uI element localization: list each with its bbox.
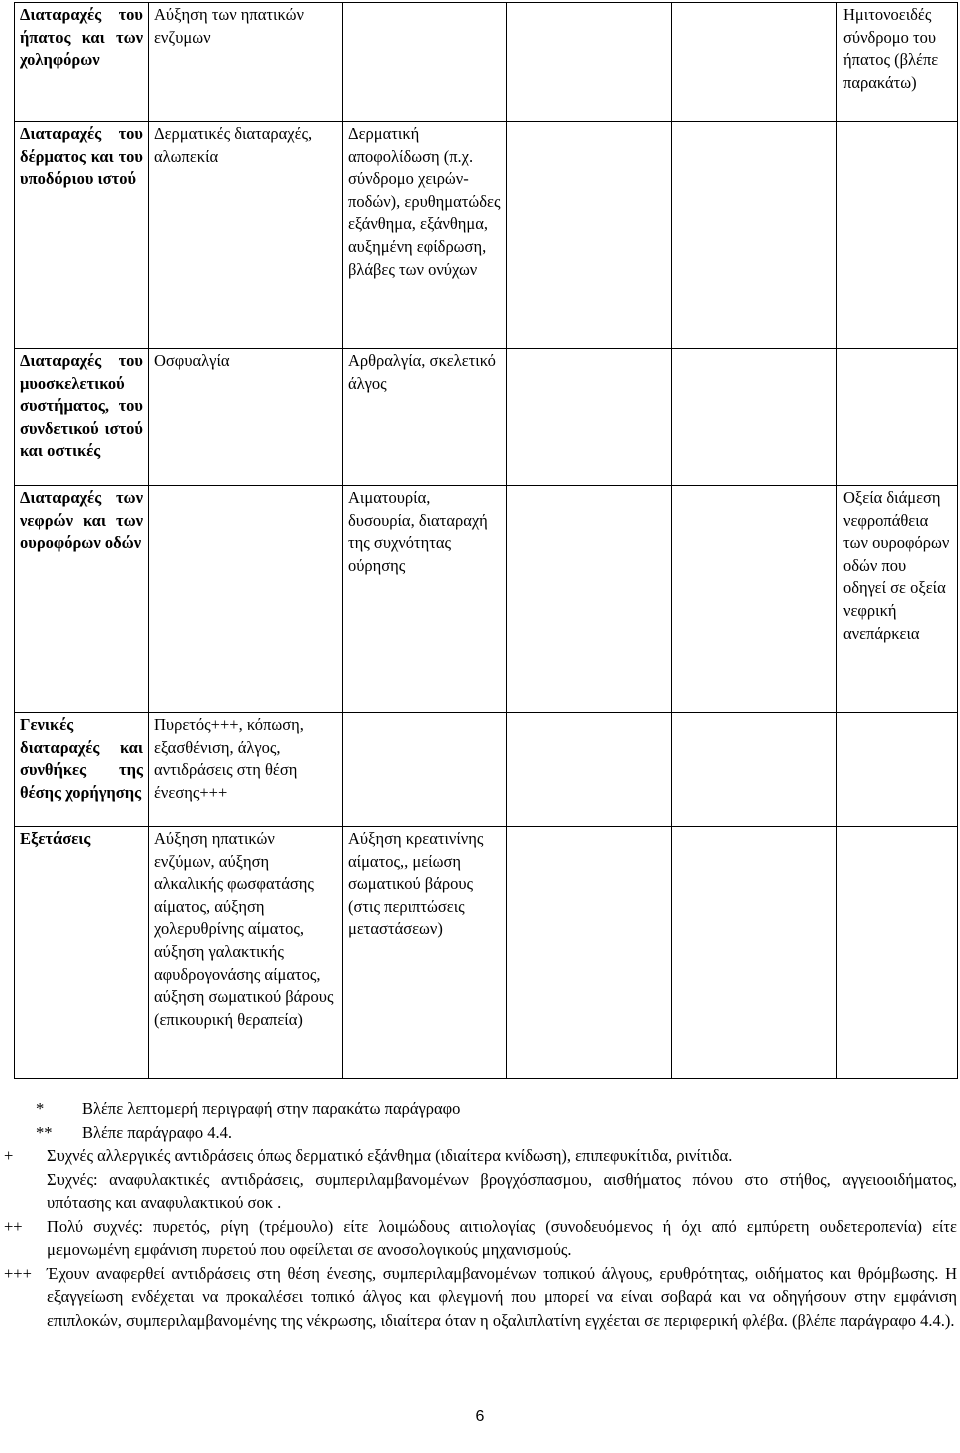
table-cell (343, 349, 507, 486)
table-cell (837, 827, 958, 1079)
organ-class-cell (15, 713, 149, 827)
table-cell (343, 486, 507, 713)
footnote-text: Βλέπε παράγραφο 4.4. (82, 1122, 232, 1142)
page-number: 6 (475, 1408, 485, 1425)
table-row (15, 122, 958, 349)
table-row (15, 486, 958, 713)
footnote (0, 1097, 960, 1121)
table-cell (149, 122, 343, 349)
organ-class-label: Διαταραχές των νεφρών και των ουροφόρων οδών (20, 488, 143, 553)
organ-class-cell (15, 349, 149, 486)
table-cell (507, 827, 672, 1079)
table-row (15, 827, 958, 1079)
footnotes (0, 1097, 960, 1332)
organ-class-label: Διαταραχές του ήπατος και των χοληφόρων (20, 5, 143, 70)
table-cell (837, 486, 958, 713)
organ-class-label: Εξετάσεις (20, 829, 91, 848)
footnote-mark: * (36, 1099, 45, 1118)
footnote-mark: + (4, 1146, 14, 1165)
cell-text: Πυρετός+++, κόπωση, εξασθένιση, άλγος, αντιδράσεις στη θέση ένεσης+++ (154, 715, 304, 802)
cell-text: Αύξηση των ηπατικών ενζυμων (154, 5, 304, 47)
table-cell (507, 713, 672, 827)
table-cell (837, 713, 958, 827)
table-cell (507, 122, 672, 349)
table-cell (149, 349, 343, 486)
footnote (0, 1121, 960, 1145)
organ-class-cell (15, 827, 149, 1079)
cell-text: Αρθραλγία, σκελετικό άλγος (348, 351, 496, 393)
table-cell (343, 3, 507, 122)
footnote-text: Βλέπε λεπτομερή περιγραφή στην παρακάτω παράγραφο (82, 1099, 461, 1118)
table-cell (149, 486, 343, 713)
table-cell (837, 3, 958, 122)
table-cell (672, 827, 837, 1079)
organ-class-cell (15, 486, 149, 713)
cell-text: Ημιτονοειδές σύνδρομο του ήπατος (βλέπε παρακάτω) (843, 5, 939, 92)
table-cell (507, 486, 672, 713)
table-cell (672, 486, 837, 713)
table-cell (149, 827, 343, 1079)
cell-text: Οξεία διάμεση νεφροπάθεια των ουροφόρων οδών που οδηγεί σε οξεία νεφρική ανεπάρκεια (843, 488, 950, 643)
table-cell (149, 3, 343, 122)
footnote-mark: ** (36, 1122, 53, 1142)
table-cell (672, 349, 837, 486)
table-row (15, 713, 958, 827)
cell-text: Δερματικές διαταραχές, αλωπεκία (154, 124, 313, 166)
table-cell (837, 349, 958, 486)
footnote-mark: +++ (4, 1263, 32, 1283)
table-row (15, 349, 958, 486)
organ-class-cell (15, 3, 149, 122)
footnote-text: Συχνές αλλεργικές αντιδράσεις όπως δερματικό εξάνθημα (ιδιαίτερα κνίδωση), επιπεφυκίτιδα, ρινίτιδα. Συχνές: αναφυλακτικές αντιδράσεις, συμπεριλαμβανομένων βρογχόσπασμου, αισθήματος πόνου στο στήθος, αγγειοοιδήματος, υπότασης και αναφυλακτικού σοκ . (47, 1146, 957, 1212)
table-cell (507, 3, 672, 122)
cell-text: Οσφυαλγία (154, 351, 230, 370)
cell-text: Αύξηση κρεατινίνης αίματος,, μείωση σωματικού βάρους (στις περιπτώσεις μεταστάσεων) (348, 829, 484, 939)
cell-text: Αιματουρία, δυσουρία, διαταραχή της συχνότητας ούρησης (348, 488, 488, 575)
table-cell (672, 3, 837, 122)
table-cell (672, 713, 837, 827)
table-cell (343, 827, 507, 1079)
table-cell (672, 122, 837, 349)
adverse-reactions-table (14, 2, 958, 1079)
footnote (0, 1262, 960, 1333)
footnote (0, 1215, 960, 1262)
footnote-text: Πολύ συχνές: πυρετός, ρίγη (τρέμουλο) είτε λοιμώδους αιτιολογίας (συνοδευόμενος ή όχι από εμπύρετη ουδετεροπενία) είτε μεμονωμένη εμφάνιση πυρετού που οφείλεται σε ανοσολογικούς μηχανισμούς. (47, 1216, 957, 1259)
footnote (0, 1144, 960, 1215)
organ-class-cell (15, 122, 149, 349)
table-row (15, 3, 958, 122)
organ-class-label: Διαταραχές του δέρματος και του υποδόριου ιστού (20, 124, 143, 189)
organ-class-label: Γενικές διαταραχές και συνθήκες της θέσης χορήγησης (20, 715, 143, 802)
footnote-mark: ++ (4, 1216, 23, 1236)
table-cell (837, 122, 958, 349)
table-cell (507, 349, 672, 486)
table-cell (343, 713, 507, 827)
cell-text: Δερματική αποφολίδωση (π.χ. σύνδρομο χειρών-ποδών), ερυθηματώδες εξάνθημα, εξάνθημα, αυξημένη εφίδρωση, βλάβες των ονύχων (348, 124, 501, 279)
cell-text: Αύξηση ηπατικών ενζύμων, αύξηση αλκαλικής φωσφατάσης αίματος, αύξηση χολερυθρίνης αίματος, αύξηση γαλακτικής αφυδρογονάσης αίματος, αύξηση σωματικού βάρους (επικουρική θεραπεία) (154, 829, 334, 1029)
organ-class-label: Διαταραχές του μυοσκελετικού συστήματος, του συνδετικού ιστού και οστικές (20, 351, 143, 461)
footnote-text: Έχουν αναφερθεί αντιδράσεις στη θέση ένεσης, συμπεριλαμβανομένων τοπικού άλγους, ερυθρότητας, οιδήματος και θρόμβωσης. Η εξαγγείωση ενδέχεται να προκαλέσει τοπικό άλγος και φλεγμονή που μπορεί να είναι σοβαρά και να οδηγήσουν στην εμφάνιση επιπλοκών, συμπεριλαμβανομένης της νέκρωσης, ιδιαίτερα όταν η οξαλιπλατίνη εγχέεται σε περιφερική φλέβα. (βλέπε παράγραφο 4.4.). (47, 1263, 957, 1330)
table-cell (343, 122, 507, 349)
table-cell (149, 713, 343, 827)
